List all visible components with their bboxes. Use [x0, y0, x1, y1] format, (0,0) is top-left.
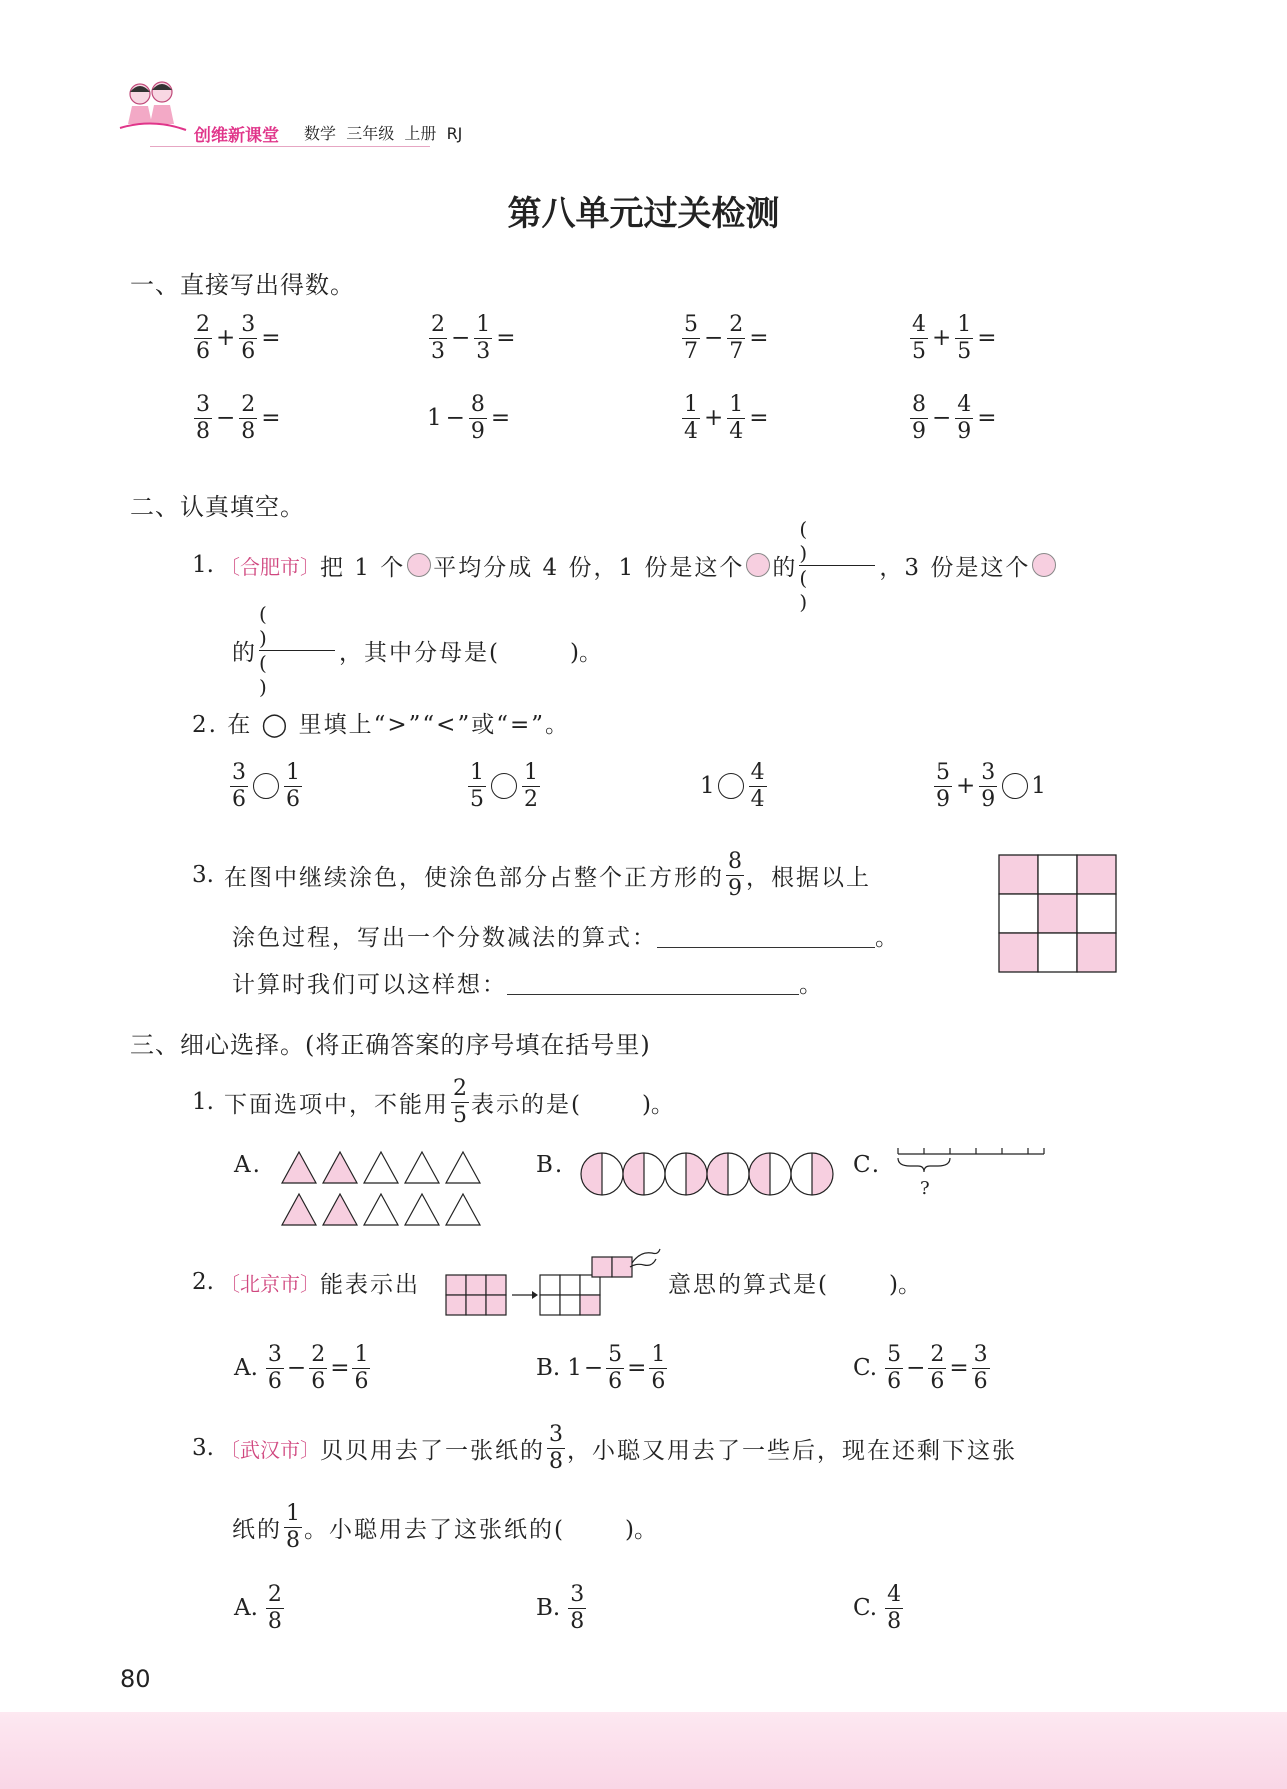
triangle-shape	[405, 1194, 439, 1225]
fraction	[468, 761, 486, 810]
header-divider	[150, 146, 430, 147]
s3-q3-tag: 〔武汉市〕	[219, 1437, 320, 1462]
fraction	[910, 313, 928, 362]
fraction	[682, 313, 700, 362]
fraction-numerator: 1	[524, 760, 538, 786]
circle-shape-icon	[407, 553, 431, 577]
fraction-numerator: 1	[651, 1342, 666, 1368]
equals-sign: =	[496, 325, 516, 351]
s3-q2-text-end: )。	[888, 1271, 921, 1298]
fraction	[266, 1343, 284, 1392]
s3-q3-num: 3.	[192, 1435, 214, 1461]
equals-sign: =	[749, 405, 769, 431]
fraction	[522, 761, 540, 810]
fraction-denominator: 9	[727, 875, 742, 901]
option-label[interactable]: B.	[536, 1355, 561, 1381]
fraction	[955, 393, 973, 442]
option-label[interactable]: C.	[853, 1355, 878, 1381]
fraction-denominator: 2	[524, 786, 538, 812]
section3-heading: 三、细心选择。(将正确答案的序号填在括号里)	[130, 1031, 651, 1059]
triangle-shape	[405, 1152, 439, 1183]
whole-number: 1	[700, 773, 715, 799]
fraction-denominator: 9	[981, 786, 996, 812]
grid-cell-shaded[interactable]	[999, 933, 1038, 972]
fraction-denominator: 6	[196, 338, 210, 364]
whole-number: 1	[427, 405, 442, 431]
fraction-denominator: 5	[452, 1102, 467, 1128]
fraction-numerator: 1	[286, 1501, 300, 1527]
s1-problem	[680, 388, 829, 448]
s3-q1-option-b[interactable]: B.	[536, 1152, 565, 1178]
section2-heading: 二、认真填空。	[130, 493, 305, 521]
operator: +	[956, 773, 976, 799]
grid-cell-empty[interactable]	[999, 894, 1038, 933]
half-circle-shape	[623, 1153, 665, 1195]
circle-shape-icon	[1032, 553, 1056, 577]
compare-circle[interactable]	[1002, 773, 1028, 799]
fraction-numerator: 3	[973, 1342, 988, 1368]
answer-blank[interactable]	[997, 403, 1057, 433]
grid-cell-empty[interactable]	[1038, 933, 1077, 972]
ruler-figure	[896, 1146, 1046, 1206]
s2-q3-line2-end: 。	[875, 924, 898, 951]
fraction	[284, 761, 302, 810]
s2-q3-line3-text: 计算时我们可以这样想：	[232, 971, 507, 998]
s2-q2-instruction: 在 ◯ 里填上“>”“<”或“=”。	[227, 712, 570, 738]
fraction-numerator: 3	[232, 760, 246, 786]
paren-close: )	[259, 674, 267, 699]
operator: −	[451, 325, 471, 351]
operator: −	[445, 405, 465, 431]
header-subject-text: 数学	[304, 124, 337, 143]
fraction-denominator: 8	[887, 1608, 902, 1634]
circles-figure	[580, 1149, 840, 1199]
fraction-denominator: 6	[311, 1368, 326, 1394]
s3-q3-text-a: 贝贝用去了一张纸的	[319, 1437, 545, 1464]
answer-blank[interactable]	[997, 323, 1057, 353]
equals-sign: =	[977, 325, 997, 351]
fraction-numerator: 2	[241, 392, 256, 418]
fraction-denominator: 9	[936, 786, 950, 812]
s3-q2-line	[192, 1262, 420, 1302]
operator: −	[704, 325, 724, 351]
s2-q3-line3	[232, 962, 822, 1002]
s1-problem	[192, 308, 341, 368]
header-subject	[304, 121, 462, 144]
fraction-denominator: 6	[241, 338, 256, 364]
fraction-denominator: 8	[267, 1608, 282, 1634]
s3-q3-line1	[192, 1418, 1017, 1478]
s2-q1-part3: 的	[772, 554, 796, 581]
fraction-numerator: 4	[887, 1582, 902, 1608]
fraction-numerator: 5	[936, 760, 950, 786]
fraction-numerator: 5	[608, 1342, 623, 1368]
fraction-denominator: 5	[912, 338, 926, 364]
s3-q2-text-b: 意思的算式是(	[668, 1271, 829, 1298]
fraction-denominator: 6	[354, 1368, 369, 1394]
s3-q2-option[interactable]	[536, 1338, 669, 1398]
operator: +	[216, 325, 236, 351]
grid-cell-shaded[interactable]	[1038, 894, 1077, 933]
s2-q1-line2-suffix: ，其中分母是(	[339, 639, 500, 666]
fraction-numerator: 2	[267, 1582, 282, 1608]
fraction	[727, 313, 745, 362]
s2-q2-num: 2.	[192, 712, 218, 738]
answer-blank[interactable]	[281, 323, 341, 353]
grid-cell-shaded[interactable]	[999, 855, 1038, 894]
s2-q1-line2-prefix: 的	[232, 639, 255, 666]
triangle-shape	[323, 1194, 357, 1225]
half-circle-shape	[581, 1153, 623, 1195]
s3-q3-line2-a: 纸的	[232, 1516, 282, 1543]
shaded-grid-square[interactable]	[998, 854, 1117, 973]
fraction-numerator: 4	[957, 392, 972, 418]
expr-symbol: =	[330, 1355, 350, 1381]
s3-q2-option[interactable]	[853, 1338, 992, 1398]
s3-q3-fraction-2	[284, 1502, 302, 1551]
s2-q2-item	[466, 756, 542, 816]
s3-q2-text-a: 能表示出	[319, 1271, 420, 1298]
fraction-denominator: 8	[570, 1608, 585, 1634]
fraction-numerator: 1	[476, 312, 491, 338]
expr-symbol: −	[286, 1355, 307, 1381]
s2-q2-item	[228, 756, 304, 816]
s2-q1-line2	[232, 601, 602, 699]
page-number: 80	[120, 1665, 151, 1693]
fraction-numerator: 3	[196, 392, 210, 418]
fraction	[469, 393, 487, 442]
circle-shape-icon	[746, 553, 770, 577]
fraction-denominator: 7	[729, 338, 744, 364]
triangle-shape	[282, 1194, 316, 1225]
header-logo	[118, 78, 188, 136]
header-volume: 上册	[404, 124, 437, 143]
bottom-decoration-band	[0, 1712, 1287, 1789]
answer-blank[interactable]	[769, 323, 829, 353]
fraction-denominator: 7	[684, 338, 698, 364]
answer-blank[interactable]	[510, 403, 570, 433]
s3-q3-option[interactable]	[853, 1578, 905, 1638]
s2-q2-text	[192, 706, 570, 739]
s2-q3-line2	[232, 915, 898, 955]
paren-open: (	[259, 601, 267, 626]
answer-blank[interactable]	[516, 323, 576, 353]
s2-q3-line1a: 在图中继续涂色，使涂色部分占整个正方形的	[223, 864, 724, 891]
fraction-denominator: 8	[196, 418, 210, 444]
s3-q1-option-c[interactable]: C.	[853, 1152, 882, 1178]
s2-q3-answer-line-2[interactable]	[507, 993, 799, 995]
triangle-shape	[364, 1194, 398, 1225]
fraction-numerator: 3	[267, 1342, 282, 1368]
fraction-denominator: 6	[286, 786, 300, 812]
fraction-numerator: 2	[729, 312, 744, 338]
whole-number: 1	[1031, 773, 1046, 799]
s1-problem	[908, 308, 1057, 368]
fraction	[727, 393, 745, 442]
paren-open: (	[799, 516, 808, 541]
fraction	[194, 393, 212, 442]
fraction-numerator: 2	[311, 1342, 326, 1368]
s2-q2-item	[932, 756, 1046, 816]
s3-q3-line2-b: 。小聪用去了这张纸的(	[304, 1516, 565, 1543]
triangle-shape	[364, 1152, 398, 1183]
fraction-denominator: 9	[957, 418, 972, 444]
fraction-denominator: 6	[887, 1368, 902, 1394]
fraction-numerator: 8	[727, 849, 742, 875]
section1-heading: 一、直接写出得数。	[130, 271, 355, 299]
s3-q3-fraction-1	[547, 1423, 565, 1472]
operator: −	[216, 405, 236, 431]
compare-circle[interactable]	[491, 773, 517, 799]
paren-close: )	[799, 540, 808, 565]
fraction	[239, 393, 257, 442]
fraction	[885, 1583, 903, 1632]
fraction	[429, 313, 447, 362]
fraction-numerator: 2	[452, 1076, 467, 1102]
fraction-numerator: 4	[750, 760, 765, 786]
s3-q1-line	[192, 1072, 674, 1132]
option-label[interactable]: A.	[234, 1595, 258, 1621]
equals-sign: =	[261, 405, 281, 431]
fraction-denominator: 6	[651, 1368, 666, 1394]
fraction	[474, 313, 492, 362]
paren-open: (	[259, 650, 267, 675]
fraction-denominator: 6	[608, 1368, 623, 1394]
fraction-denominator: 6	[232, 786, 246, 812]
grid-transform-figure	[444, 1245, 666, 1320]
fraction	[606, 1343, 624, 1392]
option-label[interactable]: B.	[536, 1595, 561, 1621]
fraction-denominator: 8	[286, 1527, 300, 1553]
fraction-numerator: 1	[470, 760, 484, 786]
s2-q3-line1	[192, 845, 871, 905]
fraction-numerator: 1	[684, 392, 698, 418]
s3-q3-option[interactable]	[536, 1578, 588, 1638]
header-brand: 创维新课堂	[194, 126, 279, 146]
s2-q3-fraction	[726, 850, 744, 899]
fraction	[979, 761, 997, 810]
triangle-shape	[282, 1152, 316, 1183]
s3-q2-tag: 〔北京市〕	[219, 1271, 320, 1296]
option-label[interactable]: A.	[234, 1355, 258, 1381]
fraction-denominator: 8	[241, 418, 256, 444]
equals-sign: =	[261, 325, 281, 351]
s3-q2-line-b	[668, 1262, 921, 1302]
fraction	[749, 761, 767, 810]
fraction-numerator: 3	[241, 312, 256, 338]
page-title: 第八单元过关检测	[507, 194, 780, 234]
s3-q3-text-b: ，小聪又用去了一些后，现在还剩下这张	[566, 1437, 1017, 1464]
s1-problem	[908, 388, 1057, 448]
fraction-denominator: 9	[470, 418, 485, 444]
compare-circle[interactable]	[253, 773, 279, 799]
s2-q3-line1b: ，根据以上	[745, 864, 871, 891]
option-label[interactable]: C.	[853, 1595, 878, 1621]
fraction	[955, 313, 973, 362]
grid-cell-empty[interactable]	[1077, 894, 1116, 933]
fraction-numerator: 1	[286, 760, 300, 786]
fraction	[266, 1583, 284, 1632]
expr-symbol: =	[627, 1355, 647, 1381]
answer-blank[interactable]	[281, 403, 341, 433]
operator: +	[704, 405, 724, 431]
grid-cell-shaded[interactable]	[1077, 855, 1116, 894]
fraction-denominator: 3	[476, 338, 491, 364]
fraction-denominator: 3	[431, 338, 445, 364]
triangle-shape	[446, 1152, 480, 1183]
s1-problem	[680, 308, 829, 368]
fraction-numerator: 3	[981, 760, 996, 786]
s3-q2-num: 2.	[192, 1269, 214, 1295]
header-grade: 三年级	[346, 124, 395, 143]
fraction-numerator: 3	[570, 1582, 585, 1608]
fraction	[928, 1343, 946, 1392]
s2-q1-part2: 平均分成 4 份，1 份是这个	[433, 554, 745, 581]
fraction-numerator: 8	[470, 392, 485, 418]
fraction	[682, 393, 700, 442]
s2-q1-tag: 〔合肥市〕	[219, 554, 320, 579]
s3-q1-text-a: 下面选项中，不能用	[223, 1091, 449, 1118]
equals-sign: =	[490, 405, 511, 431]
triangle-shape	[323, 1152, 357, 1183]
fraction-numerator: 2	[196, 312, 210, 338]
s2-q1-line1	[192, 516, 1058, 614]
s2-q3-line2-text: 涂色过程，写出一个分数减法的算式：	[232, 924, 657, 951]
operator: +	[932, 325, 952, 351]
fraction	[230, 761, 248, 810]
paren-open: (	[799, 565, 808, 590]
fraction-denominator: 6	[930, 1368, 945, 1394]
fraction	[910, 393, 928, 442]
fraction	[309, 1343, 327, 1392]
grid-cell-empty[interactable]	[1038, 855, 1077, 894]
equals-sign: =	[977, 405, 997, 431]
s2-q1-num: 1.	[192, 552, 214, 578]
compare-circle[interactable]	[718, 773, 744, 799]
half-circle-shape	[707, 1153, 749, 1195]
s2-q1-blank-fraction-1[interactable]	[799, 517, 875, 614]
expr-symbol: −	[906, 1355, 926, 1381]
s3-q1-num: 1.	[192, 1089, 214, 1115]
fraction-numerator: 1	[729, 392, 744, 418]
header-edition: RJ	[446, 124, 463, 143]
fraction	[934, 761, 952, 810]
ruler-question-mark: ?	[920, 1178, 930, 1199]
expr-symbol: 1	[567, 1355, 582, 1381]
triangle-shape	[446, 1194, 480, 1225]
fraction-denominator: 6	[973, 1368, 988, 1394]
s1-problem	[427, 308, 576, 368]
fraction	[239, 313, 257, 362]
expr-symbol: =	[949, 1355, 969, 1381]
fraction-numerator: 3	[548, 1422, 563, 1448]
fraction-denominator: 4	[729, 418, 744, 444]
fraction-numerator: 2	[930, 1342, 945, 1368]
answer-blank[interactable]	[769, 403, 829, 433]
half-circle-shape	[749, 1153, 791, 1195]
s3-q3-line2-end: )。	[624, 1516, 657, 1543]
s3-q2-option[interactable]	[234, 1338, 372, 1398]
fraction-numerator: 1	[957, 312, 972, 338]
s2-q1-blank-fraction-2[interactable]	[259, 602, 335, 699]
fraction-denominator: 9	[912, 418, 926, 444]
fraction-denominator: 4	[684, 418, 698, 444]
s2-q1-part4: ，3 份是这个	[879, 554, 1031, 581]
fraction-denominator: 4	[750, 786, 765, 812]
fraction-numerator: 1	[354, 1342, 369, 1368]
fraction-denominator: 5	[470, 786, 484, 812]
paren-close: )	[799, 589, 808, 614]
fraction-denominator: 8	[548, 1448, 563, 1474]
s3-q3-line2	[232, 1497, 657, 1557]
equals-sign: =	[749, 325, 769, 351]
fraction	[972, 1343, 990, 1392]
s2-q2-item	[700, 756, 769, 816]
half-circle-shape	[791, 1153, 833, 1195]
fraction-numerator: 5	[684, 312, 698, 338]
fraction	[649, 1343, 667, 1392]
fraction	[568, 1583, 586, 1632]
paren-close: )	[259, 625, 267, 650]
s2-q3-line3-end: 。	[799, 971, 822, 998]
fraction-numerator: 4	[912, 312, 926, 338]
triangles-figure	[280, 1148, 485, 1228]
grid-cell-shaded[interactable]	[1077, 933, 1116, 972]
fraction-denominator: 6	[267, 1368, 282, 1394]
s1-problem	[427, 388, 570, 448]
fraction-numerator: 8	[912, 392, 926, 418]
s3-q1-text-end: )。	[641, 1091, 674, 1118]
s2-q1-line2-end: )。	[569, 639, 602, 666]
s2-q3-num: 3.	[192, 862, 214, 888]
s2-q1-part1: 把 1 个	[319, 554, 406, 581]
s2-q3-answer-line-1[interactable]	[657, 946, 875, 948]
half-circle-shape	[665, 1153, 707, 1195]
s1-problem	[192, 388, 341, 448]
expr-symbol: −	[583, 1355, 604, 1381]
fraction	[194, 313, 212, 362]
s3-q1-text-b: 表示的是(	[470, 1091, 582, 1118]
s3-q3-option[interactable]	[234, 1578, 286, 1638]
s3-q1-option-a[interactable]: A.	[234, 1152, 262, 1178]
fraction-numerator: 5	[887, 1342, 902, 1368]
fraction	[352, 1343, 370, 1392]
fraction	[885, 1343, 903, 1392]
fraction-numerator: 2	[431, 312, 445, 338]
s3-q1-fraction	[451, 1077, 469, 1126]
operator: −	[932, 405, 952, 431]
fraction-denominator: 5	[957, 338, 972, 364]
